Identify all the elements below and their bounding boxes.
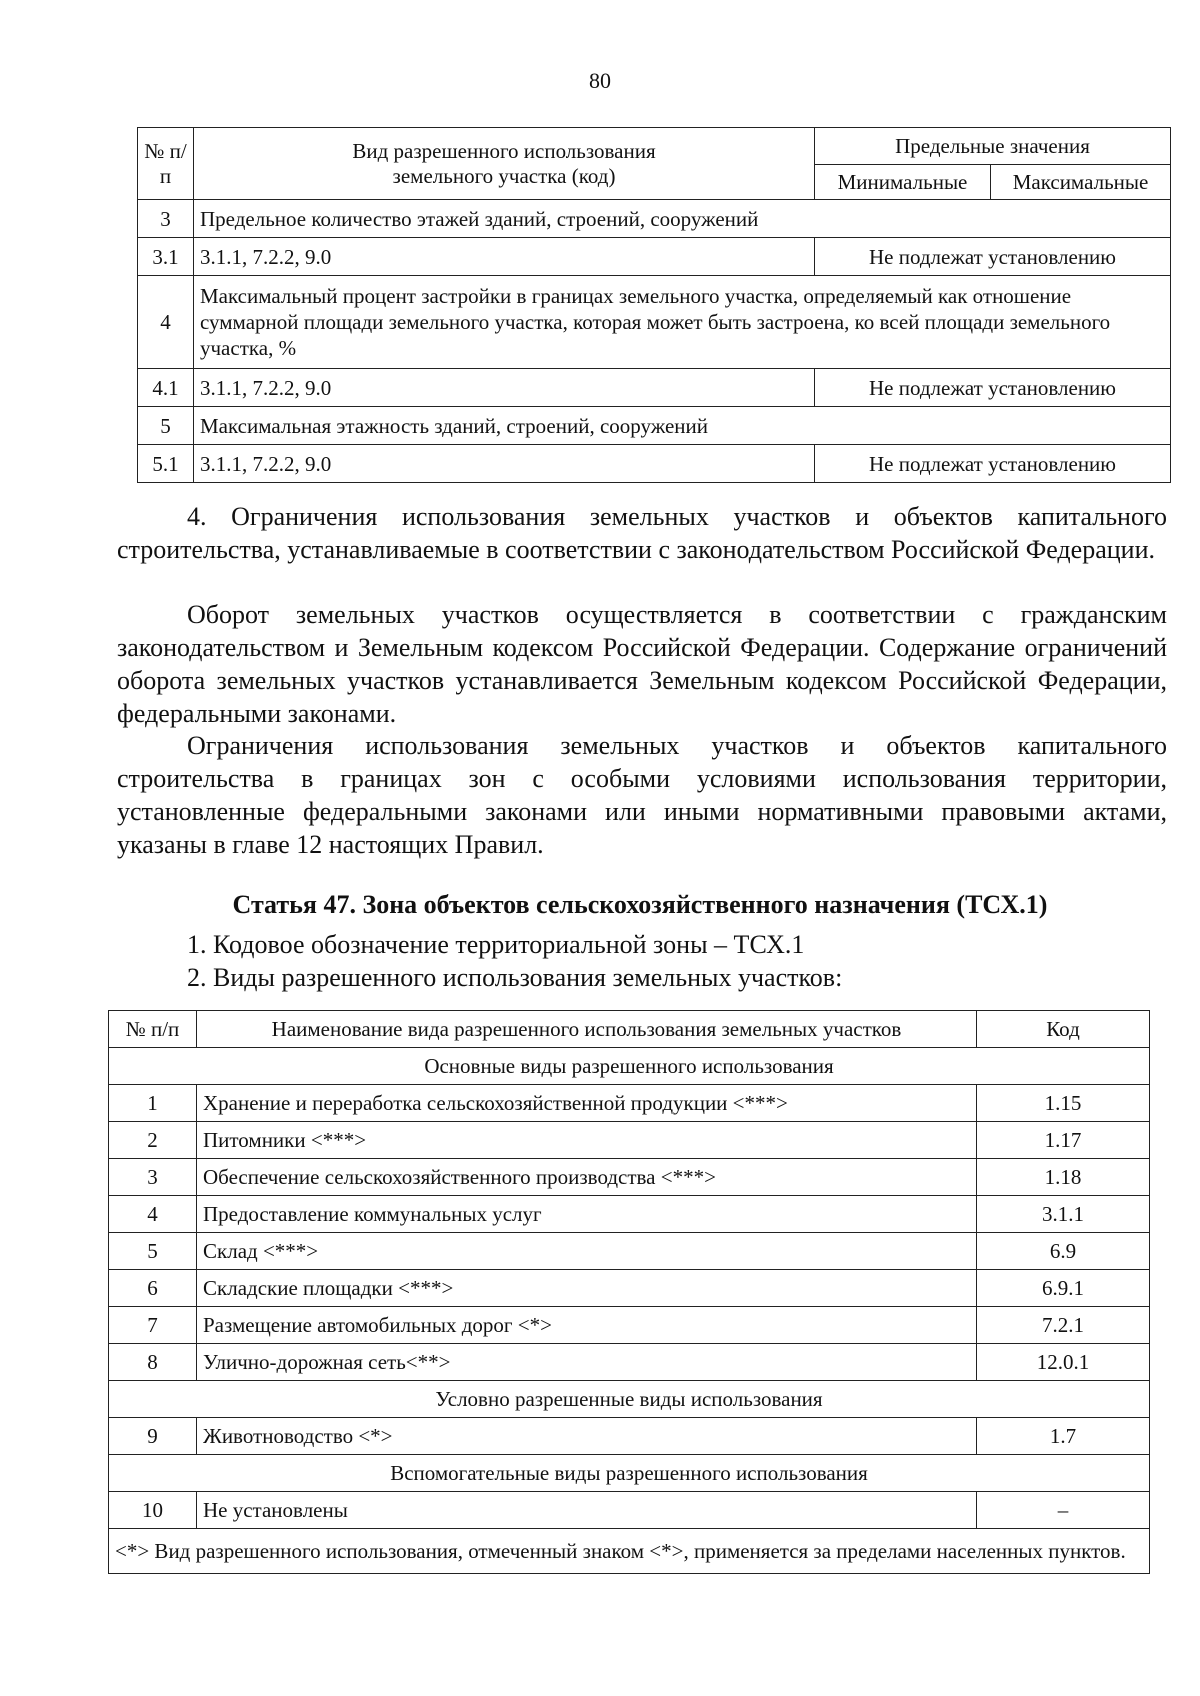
table-row (109, 1418, 1150, 1455)
row-name: Складские площадки <***> (197, 1270, 977, 1307)
row-code: 1.17 (977, 1122, 1150, 1159)
row-code: 6.9.1 (977, 1270, 1150, 1307)
section-conditional: Условно разрешенные виды использования (109, 1381, 1150, 1418)
paragraph (117, 598, 1167, 730)
row-num: 3 (109, 1159, 197, 1196)
header-name: Наименование вида разрешенного использования земельных участков (197, 1011, 977, 1048)
table-row (109, 1122, 1150, 1159)
row-name: Обеспечение сельскохозяйственного производства <***> (197, 1159, 977, 1196)
row-num: 6 (109, 1270, 197, 1307)
table-row (109, 1307, 1150, 1344)
row-num: 5 (109, 1233, 197, 1270)
limits-header-row (138, 128, 1171, 165)
table-row (109, 1085, 1150, 1122)
row-name: Питомники <***> (197, 1122, 977, 1159)
paragraph (117, 729, 1167, 861)
row-text: 3.1.1, 7.2.2, 9.0 (194, 238, 815, 276)
row-num: 10 (109, 1492, 197, 1529)
row-name: Склад <***> (197, 1233, 977, 1270)
row-num: 2 (109, 1122, 197, 1159)
row-value: Не подлежат установлению (815, 369, 1171, 407)
row-num: 4 (109, 1196, 197, 1233)
row-text: 3.1.1, 7.2.2, 9.0 (194, 369, 815, 407)
header-num: № п/п (138, 128, 194, 200)
row-code: 12.0.1 (977, 1344, 1150, 1381)
table-row (109, 1233, 1150, 1270)
row-num: 9 (109, 1418, 197, 1455)
page-number: 80 (589, 68, 611, 93)
limits-row (138, 238, 1171, 276)
row-code: 7.2.1 (977, 1307, 1150, 1344)
section-row (109, 1381, 1150, 1418)
paragraph-text: Оборот земельных участков осуществляется в соответствии с гражданским законодательством и Земельным кодексом Российской Федерации. Содержание ограничений оборота земельных участков устанавливается Земельным кодексом Российской Федерации, федеральными законами. (117, 600, 1167, 728)
table-row (109, 1159, 1150, 1196)
row-code: 1.7 (977, 1418, 1150, 1455)
paragraph (117, 500, 1167, 566)
uses-header-row (109, 1011, 1150, 1048)
row-text: 3.1.1, 7.2.2, 9.0 (194, 445, 815, 483)
uses-table (108, 1010, 1150, 1574)
row-code: 1.15 (977, 1085, 1150, 1122)
list-item: 2. Виды разрешенного использования земельных участков: (187, 963, 843, 992)
row-num: 5.1 (138, 445, 194, 483)
row-num: 4.1 (138, 369, 194, 407)
header-max: Максимальные (991, 165, 1171, 200)
list-item: 1. Кодовое обозначение территориальной зоны – ТСХ.1 (187, 930, 805, 959)
table-row (109, 1344, 1150, 1381)
limits-row (138, 407, 1171, 445)
row-num: 8 (109, 1344, 197, 1381)
section-auxiliary: Вспомогательные виды разрешенного использования (109, 1455, 1150, 1492)
row-name: Хранение и переработка сельскохозяйственной продукции <***> (197, 1085, 977, 1122)
section-row (109, 1048, 1150, 1085)
limits-row (138, 445, 1171, 483)
row-code: 3.1.1 (977, 1196, 1150, 1233)
row-text: Максимальный процент застройки в границах земельного участка, определяемый как отношение суммарной площади земельного участка, которая может быть застроена, ко всей площади земельного участка, % (194, 276, 1171, 369)
limits-table (137, 127, 1171, 483)
row-value: Не подлежат установлению (815, 445, 1171, 483)
row-name: Не установлены (197, 1492, 977, 1529)
row-name: Животноводство <*> (197, 1418, 977, 1455)
header-limits: Предельные значения (815, 128, 1171, 165)
footnote: <*> Вид разрешенного использования, отмеченный знаком <*>, применяется за пределами населенных пунктов. (109, 1529, 1150, 1574)
row-num: 3.1 (138, 238, 194, 276)
table-row (109, 1196, 1150, 1233)
row-num: 5 (138, 407, 194, 445)
paragraph-text: Ограничения использования земельных участков и объектов капитального строительства в границах зон с особыми условиями использования территории, установленные федеральными законами или иными нормативными правовыми актами, указаны в главе 12 настоящих Правил. (117, 731, 1167, 859)
article-heading: Статья 47. Зона объектов сельскохозяйственного назначения (ТСХ.1) (232, 890, 1048, 919)
table-row (109, 1270, 1150, 1307)
row-num: 4 (138, 276, 194, 369)
row-code: 1.18 (977, 1159, 1150, 1196)
row-num: 3 (138, 200, 194, 238)
row-name: Размещение автомобильных дорог <*> (197, 1307, 977, 1344)
row-code: – (977, 1492, 1150, 1529)
row-text: Максимальная этажность зданий, строений, сооружений (194, 407, 1171, 445)
section-row (109, 1455, 1150, 1492)
table-row (109, 1492, 1150, 1529)
limits-row (138, 276, 1171, 369)
header-code: Код (977, 1011, 1150, 1048)
section-main: Основные виды разрешенного использования (109, 1048, 1150, 1085)
header-num: № п/п (109, 1011, 197, 1048)
row-name: Предоставление коммунальных услуг (197, 1196, 977, 1233)
row-num: 1 (109, 1085, 197, 1122)
row-text: Предельное количество этажей зданий, строений, сооружений (194, 200, 1171, 238)
paragraph-text: 4. Ограничения использования земельных участков и объектов капитального строительства, устанавливаемые в соответствии с законодательством Российской Федерации. (117, 502, 1167, 564)
header-min: Минимальные (815, 165, 991, 200)
footnote-row (109, 1529, 1150, 1574)
limits-row (138, 369, 1171, 407)
row-value: Не подлежат установлению (815, 238, 1171, 276)
row-code: 6.9 (977, 1233, 1150, 1270)
row-num: 7 (109, 1307, 197, 1344)
row-name: Улично-дорожная сеть<**> (197, 1344, 977, 1381)
limits-row (138, 200, 1171, 238)
header-kind: Вид разрешенного использования земельного участка (код) (194, 128, 815, 200)
